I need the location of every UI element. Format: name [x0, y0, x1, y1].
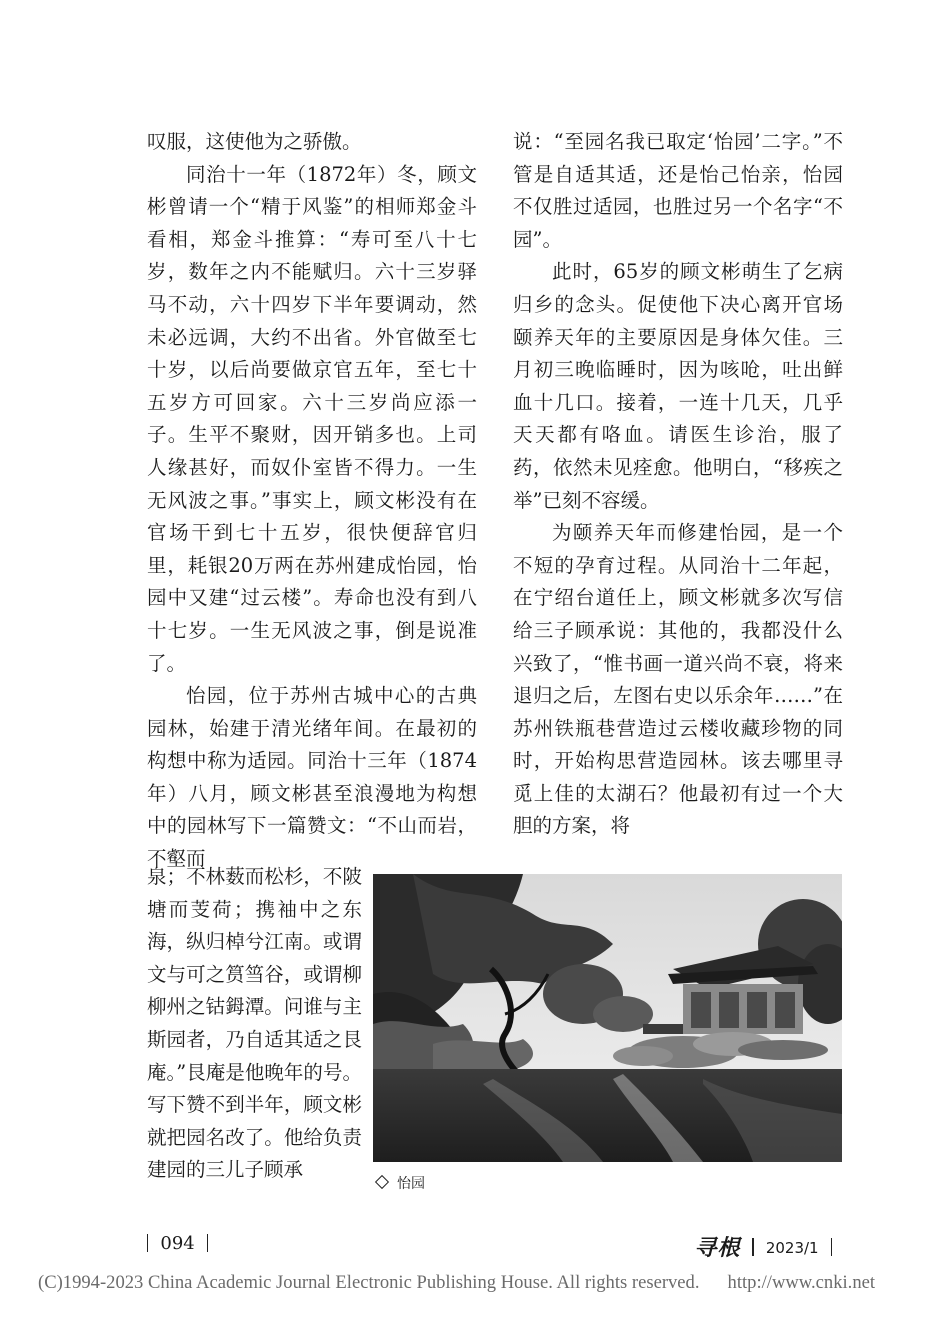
paragraph: 此时，65岁的顾文彬萌生了乞病归乡的念头。促使他下决心离开官场颐养天年的主要原因是身体欠佳。三月初三晚临睡时，因为咳呛，吐出鲜血十几口。接着，一连十几天，几乎天天都有咯血。请医生诊治，服了药，依然未见痊愈。他明白，“移疾之举”已刻不容缓。: [513, 260, 843, 512]
divider: [147, 1234, 148, 1252]
divider: [752, 1238, 753, 1256]
paragraph: 叹服，这使他为之骄傲。: [147, 130, 362, 153]
paragraph: 怡园，位于苏州古城中心的古典园林，始建于清光绪年间。在最初的构想中称为适园。同治十三年（1874年）八月，顾文彬甚至浪漫地为构想中的园林写下一篇赞文：“不山而岩，不壑而: [147, 684, 477, 871]
paragraph: 说：“至园名我已取定‘怡园’二字。”不管是自适其适，还是怡己怡亲，怡园不仅胜过适园，也胜过另一个名字“不园”。: [513, 130, 843, 251]
wrapped-text-column: [147, 861, 362, 1187]
diamond-icon: [375, 1175, 389, 1189]
left-column: [147, 126, 477, 876]
page-number: 094: [160, 1233, 195, 1254]
garden-photo-illustration: [373, 874, 842, 1162]
photo-caption: [373, 1173, 425, 1193]
magazine-logo: 寻根: [694, 1235, 741, 1261]
paragraph: 为颐养天年而修建怡园，是一个不短的孕育过程。从同治十二年起，在宁绍台道任上，顾文彬就多次写信给三子顾承说：其他的，我都没什么兴致了，“惟书画一道兴尚不衰，将来退归之后，左图右史以乐余年……”在苏州铁瓶巷营造过云楼收藏珍物的同时，开始构思营造园林。该去哪里寻觅上佳的太湖石？他最初有过一个大胆的方案，将: [513, 521, 843, 838]
copyright-text: (C)1994-2023 China Academic Journal Electronic Publishing House. All rights reserved.: [38, 1272, 700, 1293]
garden-photo: [373, 874, 842, 1162]
magazine-block: [694, 1231, 844, 1262]
divider: [831, 1238, 832, 1256]
copyright-url: http://www.cnki.net: [727, 1272, 876, 1293]
copyright-line: [38, 1272, 875, 1294]
paragraph: 同治十一年（1872年）冬，顾文彬曾请一个“精于风鉴”的相师郑金斗看相，郑金斗推算：“寿可至八十七岁，数年之内不能赋归。六十三岁驿马不动，六十四岁下半年要调动，然未必远调，大约不出省。外官做至七十岁，以后尚要做京官五年，至七十五岁方可回家。六十三岁尚应添一子。生平不聚财，因开销多也。上司人缘甚好，而奴仆室皆不得力。一生无风波之事。”事实上，顾文彬没有在官场干到七十五岁，很快便辞官归里，耗银20万两在苏州建成怡园，怡园中又建“过云楼”。寿命也没有到八十七岁。一生无风波之事，倒是说准了。: [147, 162, 477, 675]
caption-text: 怡园: [397, 1176, 425, 1192]
issue-number: 2023/1: [765, 1239, 819, 1257]
divider: [207, 1234, 208, 1252]
page-number-block: [147, 1233, 220, 1254]
paragraph: 泉；不林薮而松杉，不陂塘而芰荷；携袖中之东海，纵归棹兮江南。或谓文与可之筼筜谷，或谓柳柳州之钴鉧潭。问谁与主斯园者，乃自适其适之艮庵。”艮庵是他晚年的号。写下赞不到半年，顾文彬就把园名改了。他给负责建园的三儿子顾承: [147, 865, 362, 1182]
right-column: [513, 126, 843, 843]
